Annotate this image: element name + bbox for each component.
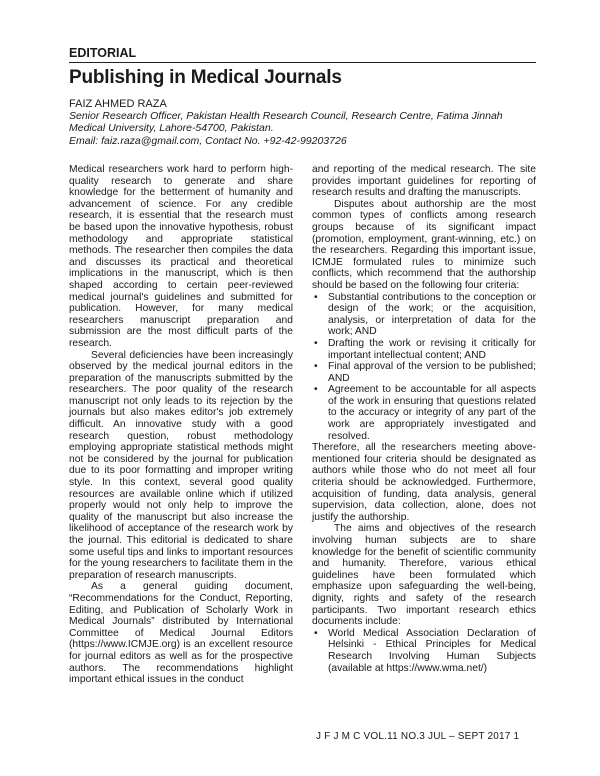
bullet-icon: •	[314, 337, 318, 349]
list-item-text: Final approval of the version to be published; AND	[328, 361, 536, 384]
paragraph: The aims and objectives of the research involving human subjects are to share knowledge for the benefit of scientific community and humanity. Therefore, various ethical guidelines have been formulated which emphasize upon safeguarding the well-being, dignity, rights and safety of the research participants. Two important research ethics documents include:	[312, 523, 536, 628]
ethics-documents-list	[312, 628, 536, 674]
paragraph: and reporting of the medical research. The site provides important guidelines for reporting of research results and drafting the manuscripts.	[312, 164, 536, 199]
author-affiliation: Senior Research Officer, Pakistan Health Research Council, Research Centre, Fatima Jinnah Medical University, Lahore-54700, Pakistan.	[69, 110, 503, 135]
list-item	[312, 628, 536, 674]
list-item-text: Substantial contributions to the conception or design of the work; or the acquisition, analysis, or interpretation of data for the work; AND	[328, 291, 536, 338]
bullet-icon: •	[314, 291, 318, 303]
right-column	[312, 164, 536, 674]
list-item	[312, 338, 536, 361]
author-contact: Email: faiz.raza@gmail.com, Contact No. +92-42-99203726	[69, 134, 347, 147]
paragraph: Disputes about authorship are the most common types of conflicts among research groups because of its significant impact (promotion, employment, grant-winning, etc.) on the researchers. Regarding this important issue, ICMJE formulated rules to minimize such conflicts, which recommend that the authorship should be based on the following four criteria:	[312, 198, 536, 291]
section-label: EDITORIAL	[69, 46, 536, 63]
list-item	[312, 361, 536, 384]
paragraph: Therefore, all the researchers meeting above-mentioned four criteria should be designated as authors while those who do not meet all four criteria should be acknowledged. Furthermore, acquisition of funding, data analysis, general supervision, data collection, alone, does not justify the authorship.	[312, 442, 536, 523]
bullet-icon: •	[314, 384, 318, 396]
bullet-icon: •	[314, 361, 318, 373]
paragraph: Medical researchers work hard to perform high-quality research to generate and share knowledge for the betterment of humanity and advancement of science. For any credible research, it is essential that the research must be based upon the innovative hypothesis, robust methodology and appropriate statistical methods. The researcher then compiles the data and discusses its practical and theoretical implications in the manuscript, which is then shaped according to certain peer-reviewed medical journal's guidelines and submitted for publication. However, for many medical researchers manuscript preparation and submission are the most difficult parts of the research.	[69, 164, 293, 349]
list-item	[312, 384, 536, 442]
list-item	[312, 292, 536, 338]
bullet-icon: •	[314, 627, 318, 639]
paragraph: As a general guiding document, “Recommendations for the Conduct, Reporting, Editing, and Publication of Scholarly Work in Medical Journals” distributed by International Committee of Medical Journal Editors (https://www.ICMJE.org) is an excellent resource for journal editors as well as for the prospective authors. The recommendations highlight important ethical issues in the conduct	[69, 581, 293, 686]
paragraph: Several deficiencies have been increasingly observed by the medical journal editors in the preparation of the manuscripts submitted by the researchers. The poor quality of the research manuscript not only leads to its rejection by the journals but also makes editor's job extremely difficult. An innovative study with a good research question, robust methodology employing appropriate statistical methods might not be considered by the journal for publication due to its poor formatting and improper writing style. In this context, several good quality resources are available online which if utilized properly would not only help to improve the quality of the manuscript but also increase the likelihood of acceptance of the research work by the journal. This editorial is dedicated to share some useful tips and links to important resources for the young researchers to facilitate them in the preparation of research manuscripts.	[69, 349, 293, 581]
author-affiliation-block	[69, 110, 536, 147]
page-footer: J F J M C VOL.11 NO.3 JUL – SEPT 2017 1	[316, 731, 520, 742]
list-item-text: World Medical Association Declaration of Helsinki - Ethical Principles for Medical Research Involving Human Subjects (available at https://www.wma.net/)	[328, 627, 536, 674]
author-name: FAIZ AHMED RAZA	[69, 98, 167, 110]
left-column	[69, 164, 293, 686]
list-item-text: Drafting the work or revising it critically for important intellectual content; AND	[328, 337, 536, 361]
article-title: Publishing in Medical Journals	[69, 67, 342, 88]
list-item-text: Agreement to be accountable for all aspects of the work in ensuring that questions related to the accuracy or integrity of any part of the work are appropriately investigated and resolved.	[328, 384, 536, 442]
authorship-criteria-list	[312, 292, 536, 443]
